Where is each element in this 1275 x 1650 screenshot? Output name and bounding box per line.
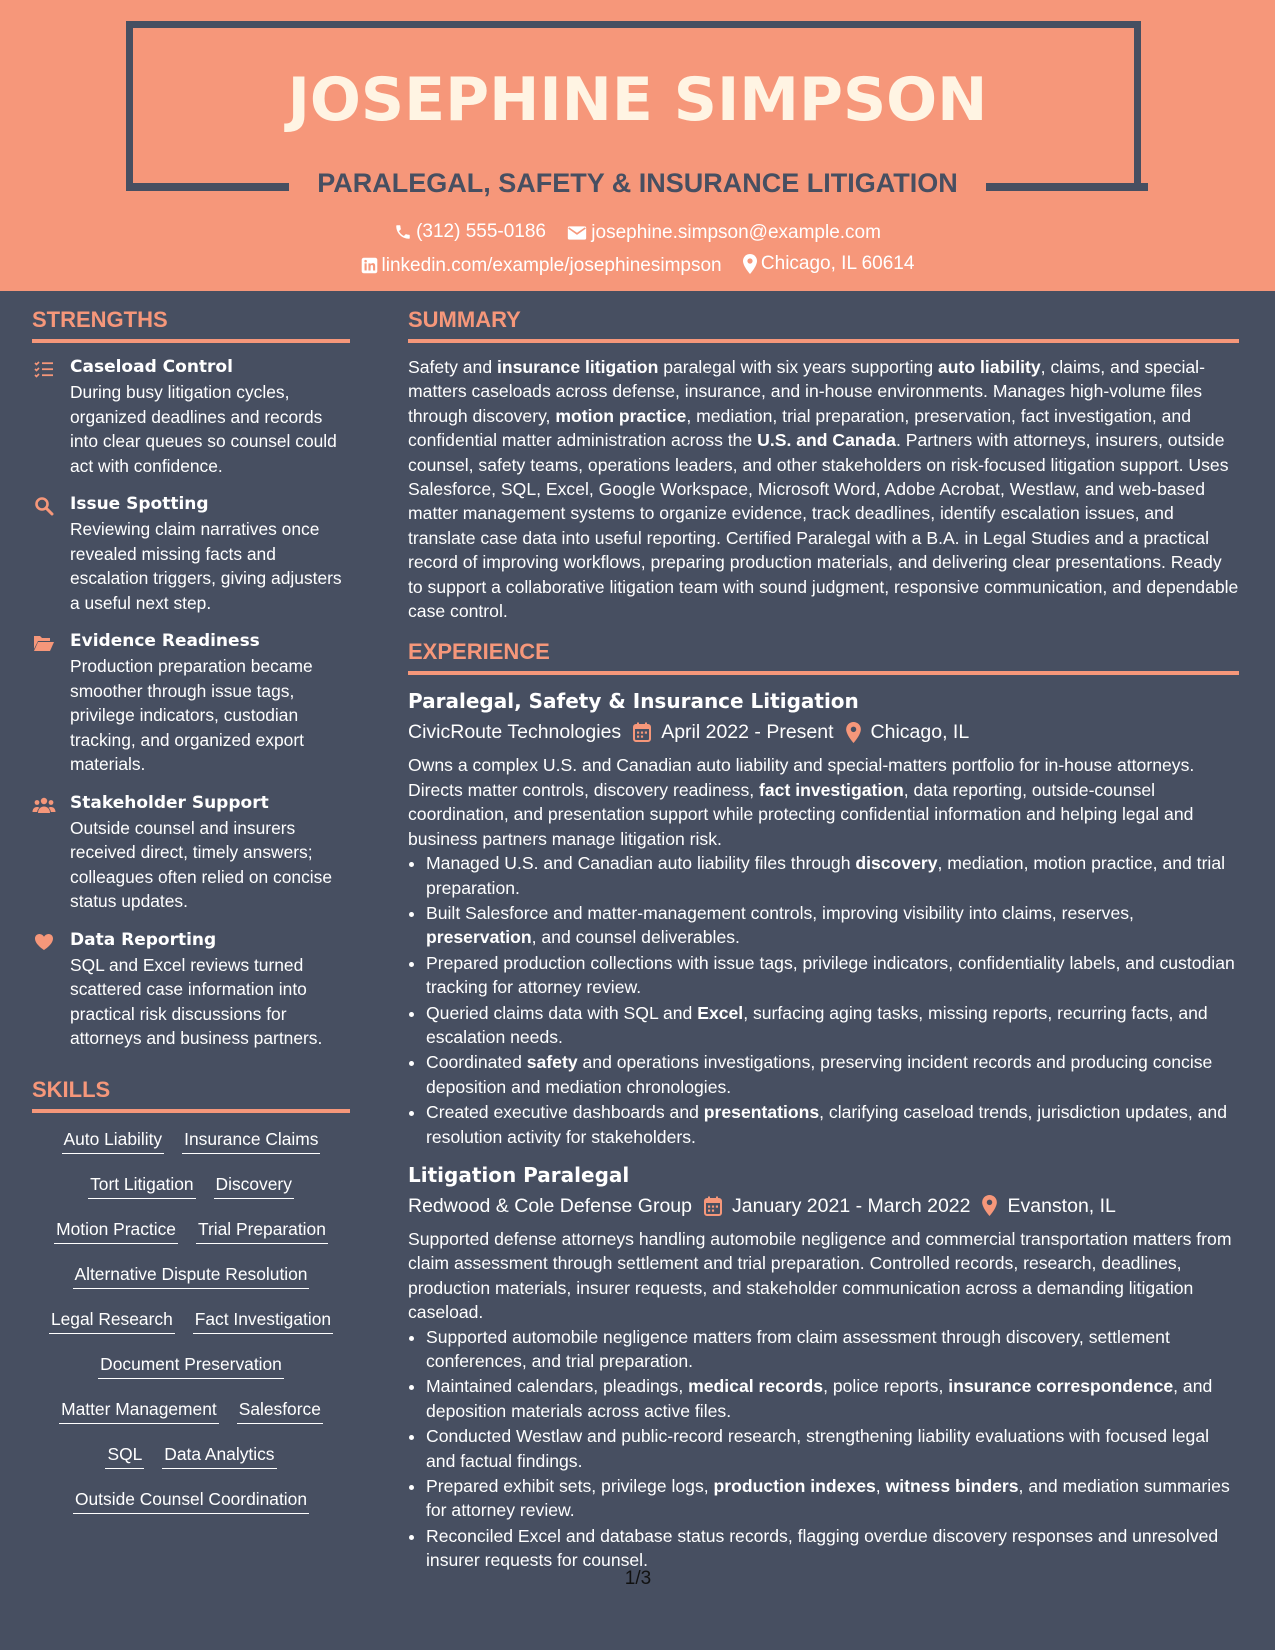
job-description: [408, 1227, 1239, 1325]
strength-description: During busy litigation cycles, organized deadlines and records into clear queues so counsel could act with confidence.: [70, 382, 337, 476]
highlighted-text: fact investigation: [759, 779, 904, 800]
text-run: , clarifying caseload trends, jurisdiction updates, and resolution activity for stakeholders.: [426, 1102, 1227, 1147]
skill-tag: Tort Litigation: [88, 1172, 195, 1199]
highlighted-text: presentations: [703, 1102, 820, 1123]
skills-row: [32, 1262, 350, 1307]
map-pin-icon: [743, 254, 757, 274]
job-bullet: [426, 1374, 1239, 1423]
text-run: , police reports,: [823, 1376, 949, 1397]
skill-tag: Fact Investigation: [193, 1307, 333, 1334]
text-run: Managed U.S. and Canadian auto liability files through: [426, 853, 856, 874]
folder-open-icon: [32, 631, 56, 655]
text-run: Prepared production collections with issue tags, privilege indicators, confidentiality labels, and custodian tracking for attorney review.: [426, 952, 1235, 998]
strength-title: Evidence Readiness: [70, 631, 260, 651]
text-run: , data reporting, outside-counsel coordination, and presentation support while protecting confidential information and helping legal and business partners manage litigation risk.: [408, 779, 1194, 849]
users-icon: [32, 793, 56, 817]
text-run: Supported automobile negligence matters from claim assessment through discovery, settlement conferences, and trial preparation.: [426, 1326, 1170, 1371]
candidate-name: JOSEPHINE SIMPSON: [287, 65, 988, 135]
summary-heading: SUMMARY: [408, 305, 1239, 343]
skills-row: [32, 1172, 350, 1217]
text-run: , mediation, trial preparation, preservation, fact investigation, and confidential matter administration across the: [408, 405, 1191, 451]
contact-row-2: [0, 251, 1275, 282]
calendar-icon: [633, 722, 651, 742]
strength-title: Caseload Control: [70, 357, 233, 377]
skill-tag: Data Analytics: [162, 1442, 276, 1469]
contact-phone[interactable]: [394, 219, 546, 245]
experience-list: [408, 687, 1239, 1572]
job-title: Litigation Paralegal: [408, 1162, 630, 1187]
job-bullet: [426, 901, 1239, 950]
linkedin-icon: [361, 257, 378, 274]
job-bullet: [426, 1474, 1239, 1523]
job-bullets: [408, 851, 1239, 1149]
skill-tag: Auto Liability: [62, 1127, 165, 1154]
text-run: Safety and: [408, 357, 498, 377]
job-title: Paralegal, Safety & Insurance Litigation: [408, 689, 859, 714]
skills-row: [32, 1397, 350, 1442]
skill-tag: Discovery: [214, 1172, 294, 1199]
text-run: and operations investigations, preserving incident records and producing concise deposition and mediation chronologies.: [426, 1052, 1213, 1097]
job-bullet: [426, 1325, 1239, 1374]
summary-text: [408, 355, 1239, 623]
resume-header: [0, 0, 1275, 291]
highlighted-text: insurance litigation: [497, 357, 659, 377]
job-bullet: [426, 1524, 1239, 1573]
job-entry: [408, 687, 1239, 1149]
contact-row-1: [0, 219, 1275, 249]
job-bullet: [426, 951, 1239, 1000]
map-pin-icon: [846, 722, 861, 743]
text-run: , and mediation summaries for attorney review.: [426, 1476, 1230, 1521]
search-icon: [32, 494, 56, 518]
skills-list: [32, 1125, 350, 1532]
calendar-icon: [704, 1196, 722, 1216]
strength-item: [32, 791, 350, 914]
strength-title: Data Reporting: [70, 929, 217, 950]
strength-description: Production preparation became smoother through issue tags, privilege indicators, custodian tracking, and organized export materials.: [70, 656, 313, 774]
highlighted-text: insurance correspondence: [948, 1376, 1174, 1397]
text-run: ,: [875, 1476, 886, 1497]
job-location: Chicago, IL: [870, 721, 970, 744]
text-run: , claims, and special-matters caseloads across defense, insurance, and in-house environments. Manages high-volume files through discovery,: [408, 357, 1205, 426]
highlighted-text: discovery: [855, 853, 938, 874]
strengths-heading: STRENGTHS: [32, 305, 350, 343]
left-column: [32, 305, 350, 1532]
highlighted-text: medical records: [688, 1376, 824, 1397]
contact-location: [743, 251, 915, 277]
text-run: Built Salesforce and matter-management controls, improving visibility into claims, reserves,: [426, 902, 1134, 923]
highlighted-text: production indexes: [713, 1476, 876, 1497]
text-run: Conducted Westlaw and public-record research, strengthening liability evaluations with focused legal and factual findings.: [426, 1426, 1210, 1471]
skills-row: [32, 1127, 350, 1172]
job-description: [408, 753, 1239, 851]
text-run: Created executive dashboards and: [426, 1102, 704, 1123]
email-text: josephine.simpson@example.com: [591, 222, 881, 243]
strengths-list: [32, 355, 350, 1051]
skills-row: [32, 1352, 350, 1397]
skills-row: [32, 1217, 350, 1262]
highlighted-text: U.S. and Canada: [757, 430, 896, 451]
job-company: Redwood & Cole Defense Group: [408, 1194, 692, 1217]
skill-tag: Matter Management: [59, 1397, 219, 1424]
text-run: paralegal with six years supporting: [658, 357, 939, 377]
skill-tag: Legal Research: [49, 1307, 175, 1334]
skill-tag: Outside Counsel Coordination: [73, 1487, 309, 1514]
text-run: , mediation, motion practice, and trial preparation.: [426, 853, 1226, 898]
job-bullet: [426, 1424, 1239, 1473]
job-dates: April 2022 - Present: [661, 721, 834, 744]
strength-description: Outside counsel and insurers received direct, timely answers; colleagues often relied on concise status updates.: [70, 817, 332, 911]
phone-icon: [394, 223, 412, 241]
text-run: Owns a complex U.S. and Canadian auto liability and special-matters portfolio for in-house attorneys. Directs matter controls, discovery readiness,: [408, 755, 1195, 800]
job-meta: [408, 1191, 1239, 1221]
strength-item: [32, 928, 350, 1051]
location-text: Chicago, IL 60614: [760, 253, 915, 274]
strength-item: [32, 355, 350, 478]
highlighted-text: safety: [526, 1052, 578, 1073]
heart-icon: [32, 930, 56, 954]
right-column: [408, 305, 1239, 1574]
strength-item: [32, 629, 350, 777]
highlighted-text: Excel: [697, 1002, 744, 1023]
job-meta: [408, 717, 1239, 747]
contact-email[interactable]: [567, 220, 881, 246]
map-pin-icon: [982, 1195, 997, 1216]
highlighted-text: preservation: [426, 927, 532, 948]
contact-linkedin[interactable]: [361, 253, 722, 279]
strength-description: SQL and Excel reviews turned scattered case information into practical risk discussions for attorneys and business partners.: [70, 954, 323, 1048]
job-entry: [408, 1161, 1239, 1573]
text-run: , surfacing aging tasks, missing reports, recurring facts, and escalation needs.: [426, 1002, 1208, 1047]
job-dates: January 2021 - March 2022: [732, 1194, 971, 1217]
job-bullet: [426, 1001, 1239, 1050]
text-run: Prepared exhibit sets, privilege logs,: [426, 1476, 714, 1497]
page-number: 1/3: [624, 1568, 652, 1589]
skill-tag: Insurance Claims: [182, 1127, 320, 1154]
text-run: Queried claims data with SQL and: [426, 1002, 698, 1023]
text-run: , and deposition materials across active files.: [426, 1376, 1213, 1421]
list-check-icon: [32, 357, 56, 381]
text-run: Supported defense attorneys handling automobile negligence and commercial transportation matters from claim assessment through settlement and trial preparation. Controlled records, research, deadlines, production materials, insurer requests, and stakeholder communication across a demanding litigation caseload.: [408, 1228, 1232, 1323]
strength-title: Stakeholder Support: [70, 792, 269, 813]
highlighted-text: auto liability: [938, 357, 1041, 377]
candidate-role: PARALEGAL, SAFETY & INSURANCE LITIGATION: [317, 168, 958, 198]
skill-tag: SQL: [105, 1442, 144, 1469]
text-run: , and counsel deliverables.: [531, 927, 740, 948]
skills-row: [32, 1487, 350, 1532]
skills-row: [32, 1442, 350, 1487]
envelope-icon: [567, 225, 587, 241]
skill-tag: Motion Practice: [54, 1217, 178, 1244]
skills-row: [32, 1307, 350, 1352]
skill-tag: Trial Preparation: [196, 1217, 328, 1244]
text-run: Maintained calendars, pleadings,: [426, 1376, 689, 1397]
phone-text: (312) 555-0186: [416, 221, 546, 242]
skill-tag: Document Preservation: [98, 1352, 284, 1379]
text-run: . Partners with attorneys, insurers, outside counsel, safety teams, operations leaders, and other stakeholders on risk-focused litigation support. Uses Salesforce, SQL, Excel, Google Workspace, Microsoft Word, Adobe Acrobat, Westlaw, and web-based matter management systems to organize evidence, track deadlines, identify escalation issues, and translate case data into useful reporting. Certified Paralegal with a B.A. in Legal Studies and a practical record of improving workflows, preparing production materials, and delivering clear presentations. Ready to support a collaborative litigation team with sound judgment, responsive communication, and dependable case control.: [408, 430, 1239, 622]
experience-heading: EXPERIENCE: [408, 637, 1239, 675]
job-bullets: [408, 1325, 1239, 1573]
strength-description: Reviewing claim narratives once revealed missing facts and escalation triggers, giving adjusters a useful next step.: [70, 519, 342, 613]
job-bullet: [426, 1050, 1239, 1099]
job-bullet: [426, 1100, 1239, 1149]
skills-heading: SKILLS: [32, 1075, 350, 1113]
linkedin-text: linkedin.com/example/josephinesimpson: [381, 254, 722, 276]
strength-title: Issue Spotting: [70, 494, 209, 514]
highlighted-text: witness binders: [885, 1476, 1019, 1497]
highlighted-text: motion practice: [555, 405, 687, 426]
strength-item: [32, 492, 350, 615]
job-location: Evanston, IL: [1007, 1194, 1116, 1217]
job-bullet: [426, 851, 1239, 900]
skill-tag: Alternative Dispute Resolution: [73, 1262, 310, 1289]
text-run: Coordinated: [426, 1052, 527, 1073]
text-run: Reconciled Excel and database status records, flagging overdue discovery responses and unresolved insurer requests for counsel.: [426, 1525, 1219, 1571]
job-company: CivicRoute Technologies: [408, 721, 622, 744]
skill-tag: Salesforce: [237, 1397, 323, 1424]
